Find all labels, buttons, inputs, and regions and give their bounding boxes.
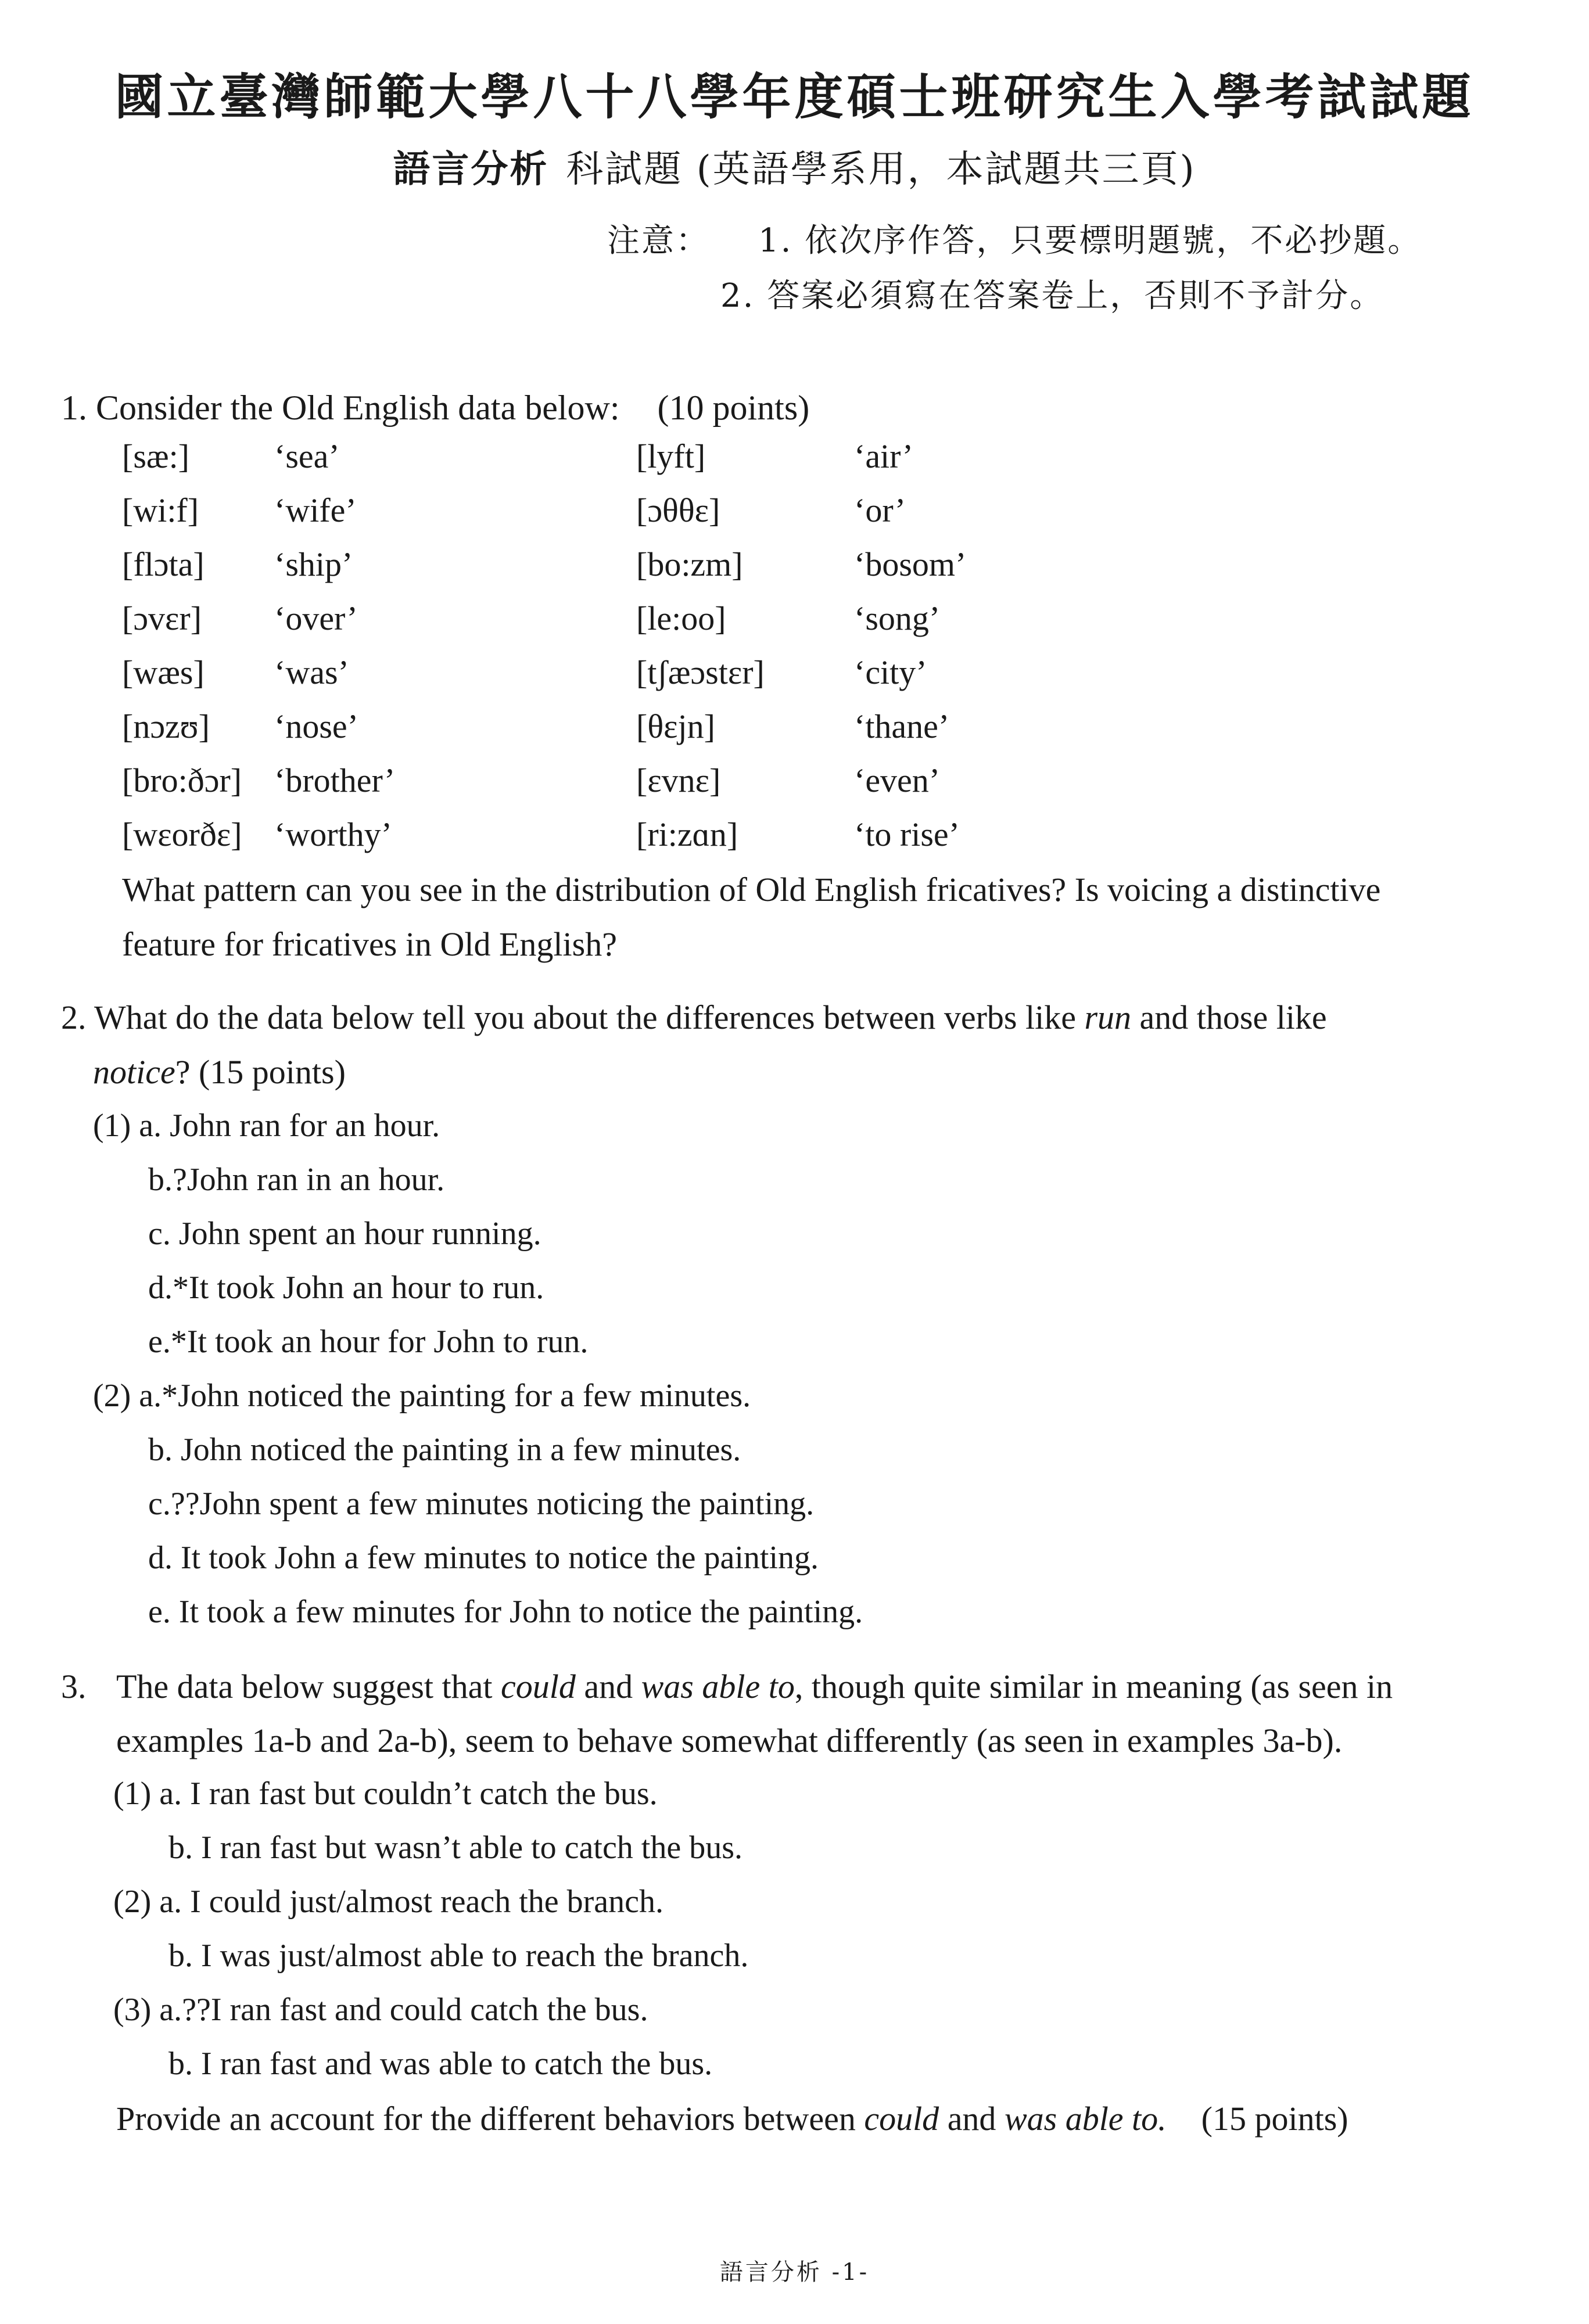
example-3-2a: (2) a. I could just/almost reach the branch.	[113, 1884, 663, 1920]
phonetic-form: [flɔta]	[122, 545, 205, 583]
example-2b: b. John noticed the painting in a few minutes.	[148, 1432, 741, 1468]
gloss: ‘nose’	[274, 707, 358, 745]
phonetic-form: [wæs]	[122, 653, 205, 691]
phonetic-form: [ri:zɑn]	[636, 816, 738, 853]
question-2-line-2	[93, 1053, 346, 1091]
question-text: and	[939, 2100, 1005, 2138]
data-row	[122, 491, 1052, 544]
gloss: ‘even’	[854, 762, 941, 799]
instructions	[607, 215, 1422, 325]
gloss: ‘over’	[274, 599, 358, 637]
question-2-line-1	[61, 998, 1327, 1037]
data-row	[122, 707, 1052, 760]
phonetic-form: [sæ:]	[122, 437, 189, 475]
question-text: What do the data below tell you about the differences between verbs like	[94, 998, 1085, 1036]
example-2a: (2) a.*John noticed the painting for a few minutes.	[93, 1378, 751, 1414]
example-1b: b.?John ran in an hour.	[148, 1162, 445, 1198]
gloss: ‘thane’	[854, 707, 950, 745]
phonetic-form: [θɛjn]	[636, 707, 715, 745]
italic-term: could	[501, 1668, 576, 1705]
example-2d: d. It took John a few minutes to notice the painting.	[148, 1540, 819, 1576]
gloss: ‘city’	[854, 653, 927, 691]
example-3-3b: b. I ran fast and was able to catch the bus.	[168, 2046, 713, 2082]
phonetic-form: [wɛorðɛ]	[122, 816, 242, 853]
question-3-final-line	[116, 2099, 1348, 2138]
question-text: The data below suggest that	[116, 1668, 501, 1705]
italic-term: was able to	[641, 1668, 795, 1705]
example-3-1b: b. I ran fast but wasn’t able to catch the bus.	[168, 1830, 743, 1866]
question-3-line-2: examples 1a-b and 2a-b), seem to behave somewhat differently (as seen in examples 3a-b).	[116, 1722, 1343, 1759]
instruction-2: 2. 答案必須寫在答案卷上，否則不予計分。	[720, 277, 1384, 315]
subtitle-details: 科試題 (英語學系用，本試題共三頁)	[566, 148, 1196, 191]
phonetic-form: [le:oo]	[636, 599, 726, 637]
question-1-text-line-2: feature for fricatives in Old English?	[122, 925, 617, 963]
data-row	[122, 545, 1052, 598]
italic-term: notice	[93, 1053, 175, 1091]
gloss: ‘wife’	[274, 491, 357, 529]
phonetic-form: [wi:f]	[122, 491, 199, 529]
gloss: ‘was’	[274, 653, 349, 691]
question-text: and	[575, 1668, 641, 1705]
gloss: ‘sea’	[274, 437, 340, 475]
exam-title: 國立臺灣師範大學八十八學年度碩士班研究生入學考試試題	[114, 68, 1475, 125]
phonetic-form: [ɔθθɛ]	[636, 491, 720, 529]
instruction-line-2	[607, 270, 1422, 325]
question-text: and those like	[1131, 998, 1327, 1036]
phonetic-form: [nɔzʊ]	[122, 707, 210, 745]
example-2c: c.??John spent a few minutes noticing the painting.	[148, 1486, 815, 1522]
example-3-2b: b. I was just/almost able to reach the branch.	[168, 1938, 749, 1974]
question-1-prompt	[61, 388, 809, 428]
gloss: ‘bosom’	[854, 545, 967, 583]
question-points: ? (15 points)	[175, 1053, 346, 1091]
example-1e: e.*It took an hour for John to run.	[148, 1324, 589, 1360]
instruction-label: 注意：	[607, 222, 710, 260]
gloss: ‘or’	[854, 491, 906, 529]
gloss: ‘air’	[854, 437, 913, 475]
question-number: 1.	[61, 389, 87, 427]
question-3-line-1	[61, 1667, 1393, 1706]
phonetic-form: [tʃæɔstɛr]	[636, 653, 765, 691]
phonetic-form: [bo:zm]	[636, 545, 743, 583]
italic-term: could	[864, 2100, 939, 2138]
question-points: (10 points)	[657, 389, 810, 427]
gloss: ‘worthy’	[274, 816, 392, 853]
data-row	[122, 815, 1052, 868]
phonetic-form: [bro:ðɔr]	[122, 762, 242, 799]
question-text: Consider the Old English data below:	[96, 389, 620, 427]
gloss: ‘to rise’	[854, 816, 960, 853]
example-2e: e. It took a few minutes for John to notice the painting.	[148, 1594, 863, 1630]
italic-term: was able to.	[1004, 2100, 1167, 2138]
question-number: 2.	[61, 998, 87, 1036]
question-points: (15 points)	[1201, 2100, 1348, 2138]
question-1-text-line-1: What pattern can you see in the distribution of Old English fricatives? Is voicing a distinctive	[122, 871, 1381, 908]
subject-name: 語言分析	[393, 148, 549, 191]
example-3-3a: (3) a.??I ran fast and could catch the bus.	[113, 1992, 648, 2028]
instruction-1: 1. 依次序作答，只要標明題號，不必抄題。	[758, 222, 1422, 260]
data-row	[122, 653, 1052, 706]
question-text: , though quite similar in meaning (as seen in	[794, 1668, 1393, 1705]
exam-subtitle	[0, 139, 1589, 193]
phonetic-form: [ɔvɛr]	[122, 599, 202, 637]
gloss: ‘brother’	[274, 762, 396, 799]
question-text: Provide an account for the different behaviors between	[116, 2100, 865, 2138]
italic-term: run	[1084, 998, 1132, 1036]
page-footer: 語言分析 -1-	[719, 2259, 870, 2286]
gloss: ‘ship’	[274, 545, 353, 583]
question-number: 3.	[61, 1668, 87, 1705]
phonetic-form: [lyft]	[636, 437, 706, 475]
data-row	[122, 761, 1052, 814]
example-3-1a: (1) a. I ran fast but couldn’t catch the bus.	[113, 1776, 658, 1812]
phonetic-form: [ɛvnɛ]	[636, 762, 721, 799]
example-1d: d.*It took John an hour to run.	[148, 1270, 544, 1306]
instruction-line-1	[607, 215, 1422, 270]
data-row	[122, 599, 1052, 652]
data-row	[122, 437, 1052, 490]
example-1c: c. John spent an hour running.	[148, 1216, 541, 1252]
example-1a: (1) a. John ran for an hour.	[93, 1108, 440, 1144]
gloss: ‘song’	[854, 599, 941, 637]
